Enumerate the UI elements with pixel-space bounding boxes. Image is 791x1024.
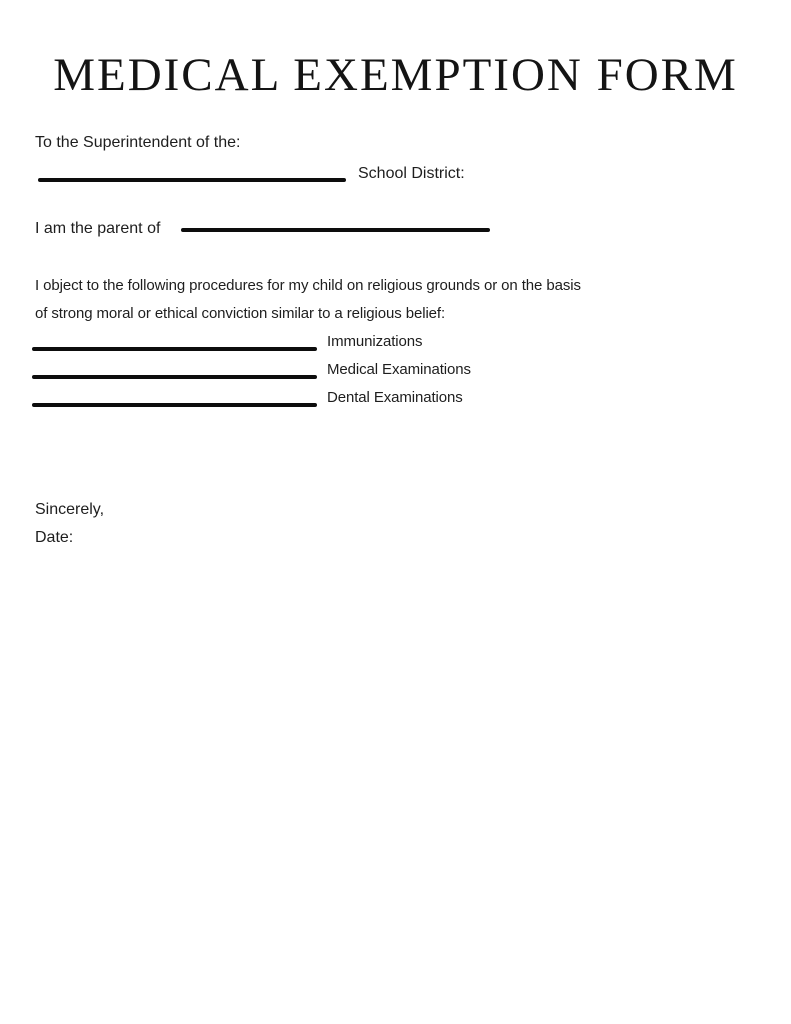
form-title: MEDICAL EXEMPTION FORM xyxy=(53,49,738,101)
medical-examinations-label: Medical Examinations xyxy=(327,361,471,378)
immunizations-label: Immunizations xyxy=(327,333,423,350)
objection-paragraph-line-1: I object to the following procedures for my child on religious grounds or on the basis xyxy=(35,277,581,294)
dental-examinations-label: Dental Examinations xyxy=(327,389,463,406)
parent-of-label: I am the parent of xyxy=(35,220,161,237)
immunizations-blank[interactable] xyxy=(32,347,317,351)
superintendent-label: To the Superintendent of the: xyxy=(35,134,241,151)
school-district-label: School District: xyxy=(358,165,465,182)
dental-examinations-blank[interactable] xyxy=(32,403,317,407)
objection-paragraph-line-2: of strong moral or ethical conviction similar to a religious belief: xyxy=(35,305,446,322)
date-label: Date: xyxy=(35,529,74,546)
child-name-blank[interactable] xyxy=(181,228,490,232)
school-district-blank[interactable] xyxy=(38,178,346,182)
objection-paragraph xyxy=(35,272,715,328)
signoff-label: Sincerely, xyxy=(35,501,105,518)
medical-examinations-blank[interactable] xyxy=(32,375,317,379)
